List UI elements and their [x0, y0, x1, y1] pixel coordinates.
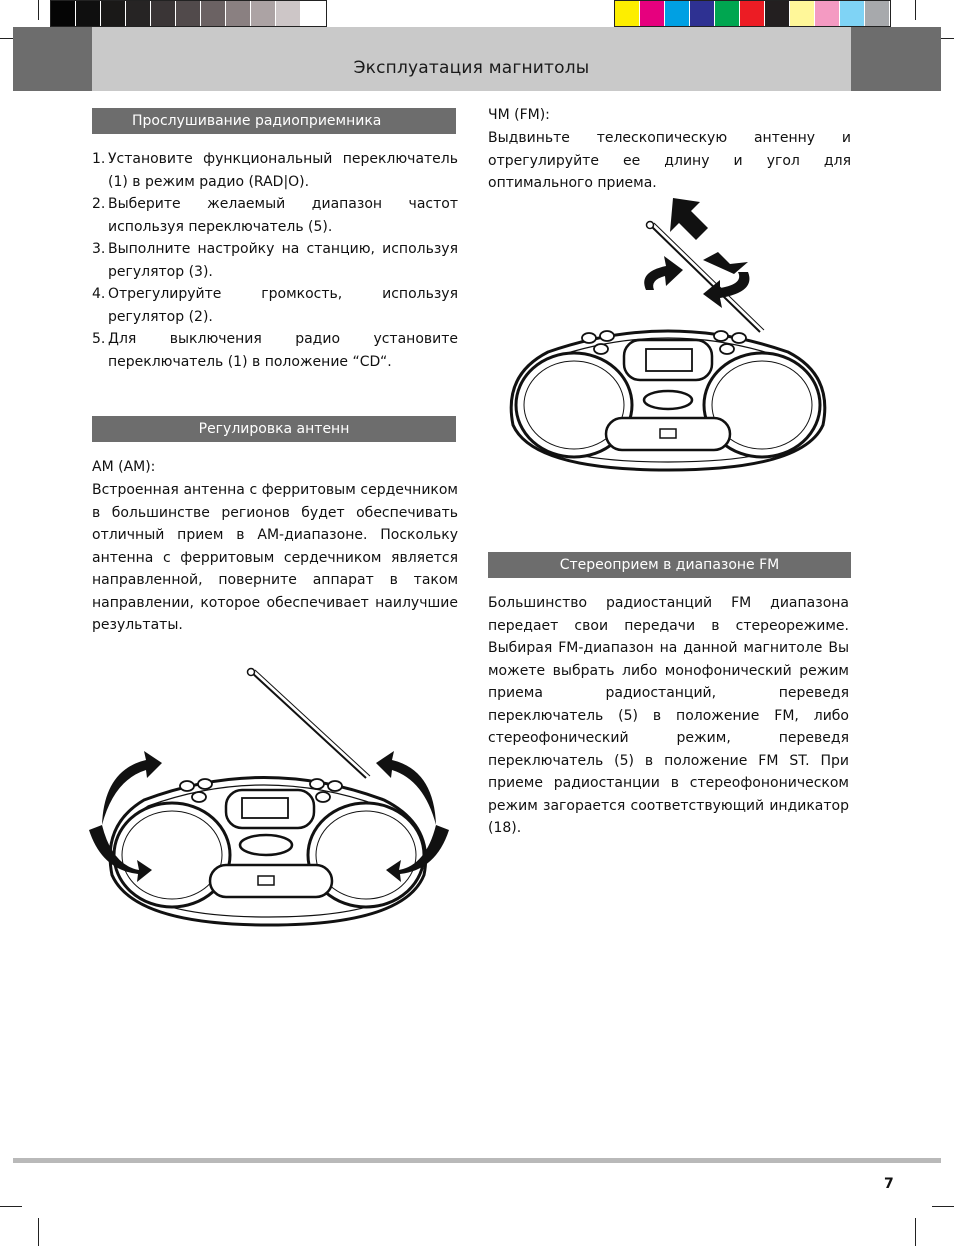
grayscale-swatch [151, 1, 176, 26]
grayscale-swatch [226, 1, 251, 26]
step-text: Установите функциональный переключатель (1) в режим радио (RAD|O). [108, 151, 458, 190]
crop-mark [915, 1218, 916, 1246]
step-item [92, 328, 458, 373]
crop-mark [38, 1218, 39, 1246]
steps-list [92, 148, 458, 373]
fm-text: Выдвиньте телескопическую антенну и отрегулируйте ее длину и угол для оптимального приема. [488, 130, 851, 191]
crop-mark [0, 1206, 22, 1207]
grayscale-swatch [126, 1, 151, 26]
step-number: 4. [92, 286, 106, 302]
step-text: Выполните настройку на станцию, используя регулятор (3). [108, 241, 458, 280]
am-text: Встроенная антенна с ферритовым сердечником в большинстве регионов будет обеспечивать отличный прием в АМ-диапазоне. Поскольку антенна с ферритовым сердечником является направленной, поверните аппарат в таком направлении, которое обеспечивает наилучшие результаты. [92, 482, 458, 633]
stereo-section [488, 592, 849, 840]
step-text: Отрегулируйте громкость, используя регулятор (2). [108, 286, 458, 325]
am-section [92, 456, 458, 637]
boombox-am-illustration [84, 660, 454, 935]
boombox-fm-illustration [498, 190, 838, 480]
grayscale-swatch [76, 1, 101, 26]
am-label: АМ (AM): [92, 459, 156, 475]
grayscale-calibration-bar [50, 0, 327, 27]
grayscale-swatch [176, 1, 201, 26]
grayscale-swatch [301, 1, 326, 26]
footer-rule [13, 1158, 941, 1163]
step-number: 2. [92, 196, 106, 212]
step-text: Для выключения радио установите переключатель (1) в положение “CD“. [108, 331, 458, 370]
color-swatch [690, 1, 715, 26]
step-number: 3. [92, 241, 106, 257]
color-swatch [790, 1, 815, 26]
color-swatch [840, 1, 865, 26]
step-item [92, 283, 458, 328]
grayscale-swatch [276, 1, 301, 26]
step-item [92, 193, 458, 238]
color-swatch [815, 1, 840, 26]
grayscale-swatch [201, 1, 226, 26]
fm-label: ЧМ (FM): [488, 107, 550, 123]
color-swatch [865, 1, 890, 26]
color-swatch [715, 1, 740, 26]
section-heading-stereo: Стереоприем в диапазоне FM [488, 552, 851, 578]
color-swatch [765, 1, 790, 26]
section-heading-antenna: Регулировка антенн [92, 416, 456, 442]
section-heading-radio: Прослушивание радиоприемника [92, 108, 456, 134]
color-calibration-bar [614, 0, 891, 27]
crop-mark [38, 0, 39, 20]
grayscale-swatch [101, 1, 126, 26]
page-title: Эксплуатация магнитолы [353, 58, 590, 78]
color-swatch [615, 1, 640, 26]
grayscale-swatch [51, 1, 76, 26]
color-swatch [740, 1, 765, 26]
step-number: 5. [92, 331, 106, 347]
step-item [92, 238, 458, 283]
crop-mark [932, 1206, 954, 1207]
step-number: 1. [92, 151, 106, 167]
step-text: Выберите желаемый диапазон частот используя переключатель (5). [108, 196, 458, 235]
grayscale-swatch [251, 1, 276, 26]
fm-section [488, 104, 851, 195]
stereo-text: Большинство радиостанций FM диапазона передает свои передачи в стереорежиме. Выбирая FM-диапазон на данной магнитоле Вы можете выбрать либо монофонический режим приема радиостанций, переведя переключатель (5) в положение FM, либо стереофонический режим, переведя переключатель (5) в положение FM ST. При приеме радиостанции в стереофононическом режим загорается соответствующий индикатор (18). [488, 595, 849, 836]
crop-mark [915, 0, 916, 20]
radio-steps [92, 148, 458, 373]
color-swatch [665, 1, 690, 26]
color-swatch [640, 1, 665, 26]
page-number: 7 [884, 1176, 894, 1192]
step-item [92, 148, 458, 193]
